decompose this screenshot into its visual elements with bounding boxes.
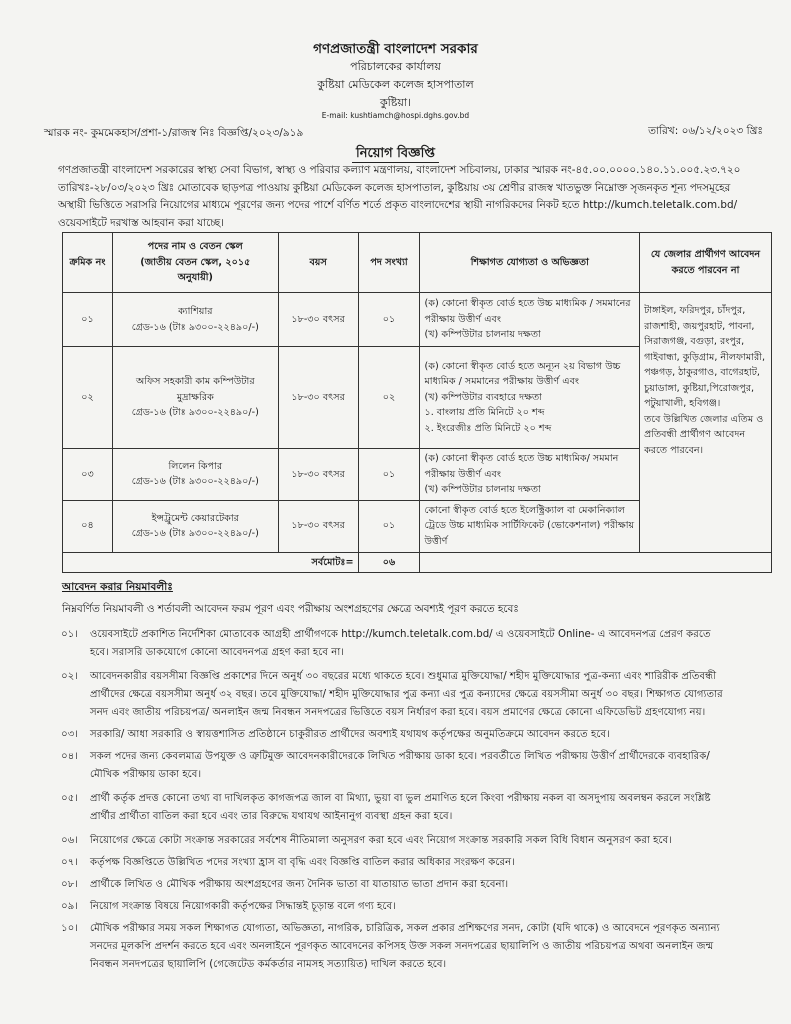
notice-title: নিয়োগ বিজ্ঞপ্তি (352, 146, 439, 163)
rule-number: ০৯। (61, 901, 78, 912)
rule-number: ১০। (61, 923, 78, 934)
row-count: ০১ (358, 293, 420, 347)
intro-line: অস্থায়ী ভিত্তিতে সরাসরি নিয়োগের মাধ্যমে পূরণের জন্য পদের পার্শে বর্ণিত শর্তে প্রকৃত বাংলাদেশের স্থায়ী নাগরিকদের নিকট হতে http://kumch.teletalk.com.bd/ (58, 199, 738, 212)
row-age: ১৮-৩০ বৎসর (278, 449, 358, 501)
office-name: পরিচালকের কার্যালয় (350, 60, 441, 73)
col-districts-header: যে জেলার প্রার্থীগণ আবেদন করতে পারবেন না (640, 233, 772, 293)
rule-text: নিয়োগের ক্ষেত্রে কোটা সংক্রান্ত সরকারের সর্বশেষ নীতিমালা অনুসরণ করা হবে এবং নিয়োগ সংক্রান্ত সরকারি সকল বিধি বিধান অনুসরণ করা হবে। (90, 835, 672, 846)
rule-text: আবেদনকারীর বয়সসীমা বিজ্ঞপ্তি প্রকাশের দিনে অনুর্ধ ৩০ বছরের মধ্যে থাকতে হবে। শুধুমাত্র মুক্তিযোদ্ধা/ শহীদ মুক্তিযোদ্ধার পুত্র-কন্যা এবং শারিরীক প্রতিবন্ধী প্রার্থীদের ক্ষেত্রে বয়সসীমা অনুর্ধ ৩২ বছর। তবে মুক্তিযোদ্ধা/ শহীদ মুক্তিযোদ্ধার পুত্র কন্যা এর পুত্র কন্যাদের ক্ষেত্রে বয়সসীমা অনুর্ধ ৩০ বছর। শিক্ষাগত যোগ্যতার সনদ এবং জাতীয় পরিচয়পত্র/ অনলাইন জন্ম নিবন্ধন সনদপত্রের ভিত্তিতে বয়স নির্ধারণ করা হবে। বয়স প্রমাণের ক্ষেত্রে কোনো এফিডেভিট গ্রহণযোগ্য নয়। (90, 671, 723, 718)
rule-number: ০২। (61, 671, 78, 682)
row-age: ১৮-৩০ বৎসর (278, 347, 358, 449)
rule-item (40, 832, 770, 850)
email-line: E-mail: kushtiamch@hospi.dghs.gov.bd (321, 111, 470, 120)
row-count: ০২ (358, 347, 420, 449)
col-post-header: পদের নাম ও বেতন স্কেল (জাতীয় বেতন স্কেল, ২০১৫ অনুযায়ী) (112, 233, 278, 293)
col-serial-header: ক্রমিক নং (63, 233, 113, 293)
rule-number: ০৬। (61, 835, 78, 846)
vacancy-table (62, 232, 772, 573)
rules-heading: আবেদন করার নিয়মাবলীঃ (62, 581, 173, 593)
row-serial: ০৩ (63, 449, 113, 501)
rule-number: ০৪। (61, 751, 78, 762)
row-post: ক্যাশিয়ার গ্রেড-১৬ (টাঃ ৯৩০০-২২৪৯০/-) (112, 293, 278, 347)
table-row (63, 293, 772, 347)
rule-item (40, 626, 770, 662)
table-total-row (63, 552, 772, 573)
rule-text: প্রার্থী কর্তৃক প্রদত্ত কোনো তথ্য বা দাখিলকৃত কাগজপত্র জাল বা মিথ্যা, ভুয়া বা ভুল প্রমাণিত হলে কিংবা পরীক্ষায় নকল বা অসদুপায় অবলম্বন করলে সংশ্লিষ্ট প্রার্থীর প্রার্থীতা বাতিল করা হবে এবং তার বিরুদ্ধে যথাযথ আইনানুগ ব্যবস্থা গ্রহন করা হবে। (90, 793, 711, 822)
rule-text: সকল পদের জন্য কেবলমাত্র উপযুক্ত ও ত্রুটিমুক্ত আবেদনকারীদেরকে লিখিত পরীক্ষায় ডাকা হবে। পরবর্তীতে লিখিত পরীক্ষায় উত্তীর্ণ প্রার্থীদেরকে ব্যবহারিক/ মৌখিক পরীক্ষায় ডাকা হবে। (90, 751, 710, 780)
rule-item (40, 898, 770, 916)
rule-item (40, 790, 770, 826)
rule-number: ০১। (61, 629, 78, 640)
col-count-header: পদ সংখ্যা (358, 233, 420, 293)
col-age-header: বয়স (278, 233, 358, 293)
table-header-row (63, 233, 772, 293)
rule-item (40, 854, 770, 872)
excluded-districts: টাঙ্গাইল, ফরিদপুর, চাঁদপুর, রাজশাহী, জয়পুরহাট, পাবনা, সিরাজগঞ্জ, বগুড়া, রংপুর, গাইবান্ধা, কুড়িগ্রাম, নীলফামারী, পঞ্চগড়, ঠাকুরগাও, বাগেরহাট, চুয়াডাঙ্গা, কুষ্টিয়া,পিরোজপুর, পটুয়াখালী, হবিগঞ্জ। তবে উল্লিখিত জেলার এতিম ও প্রতিবন্ধী প্রার্থীগণ আবেদন করতে পারবেন। (640, 293, 772, 553)
rule-item (40, 668, 770, 722)
row-post: ইন্সট্রুমেন্ট কেয়ারটেকার গ্রেড-১৬ (টাঃ ৯৩০০-২২৪৯০/-) (112, 500, 278, 552)
rule-text: কর্তৃপক্ষ বিজ্ঞপ্তিতে উল্লিখিত পদের সংখ্যা হ্রাস বা বৃদ্ধি এবং বিজ্ঞপ্তি বাতিল করার অধিকার সংরক্ষণ করেন। (90, 857, 515, 868)
row-count: ০১ (358, 500, 420, 552)
row-post: লিলেন কিপার গ্রেড-১৬ (টাঃ ৯৩০০-২২৪৯০/-) (112, 449, 278, 501)
row-serial: ০৪ (63, 500, 113, 552)
row-serial: ০২ (63, 347, 113, 449)
col-qualification-header: শিক্ষাগত যোগ্যতা ও অভিজ্ঞতা (420, 233, 640, 293)
institution-name: কুষ্টিয়া মেডিকেল কলেজ হাসপাতাল (317, 78, 474, 91)
row-age: ১৮-৩০ বৎসর (278, 293, 358, 347)
rule-number: ০৩। (61, 729, 78, 740)
govt-title: গণপ্রজাতন্ত্রী বাংলাদেশ সরকার (313, 41, 478, 57)
rule-number: ০৮। (61, 879, 78, 890)
row-qualification: কোনো স্বীকৃত বোর্ড হতে ইলেক্ট্রিক্যাল বা মেকানিক্যাল ট্রেডে উচ্চ মাধ্যমিক সার্টিফিকেট (ভোকেশনাল) পরীক্ষায় উত্তীর্ণ (420, 500, 640, 552)
rule-item (40, 920, 770, 974)
rule-item (40, 876, 770, 894)
row-serial: ০১ (63, 293, 113, 347)
total-row-blank (420, 552, 772, 573)
intro-line: তারিখঃ-২৮/০৩/২০২৩ খ্রিঃ মোতাবেক ছাড়পত্র পাওয়ায় কুষ্টিয়া মেডিকেল কলেজ হাসপাতাল, কুষ্টিয়ায় ৩য় শ্রেণীর রাজস্ব খাতভুক্ত নিম্নোক্ত সৃজনকৃত শূন্য পদসমূহের (58, 181, 731, 194)
memo-reference: স্মারক নং- কুমমেকহাস/প্রশা-১/রাজস্ব নিঃ বিজ্ঞপ্তি/২০২৩/৯১৯ (44, 127, 304, 139)
total-value: ০৬ (358, 552, 420, 573)
rule-text: প্রার্থীকে লিখিত ও মৌখিক পরীক্ষায় অংশগ্রহণের জন্য দৈনিক ভাতা বা যাতায়াত ভাতা প্রদান করা হবেনা। (90, 879, 509, 890)
rule-text: সরকারি/ আধা সরকারি ও স্বায়ত্তশাসিত প্রতিষ্ঠানে চাকুরীরত প্রার্থীদের অবশ্যই যথাযথ কর্তৃপক্ষের অনুমতিক্রমে আবেদন করতে হবে। (90, 729, 610, 740)
intro-paragraph (58, 162, 768, 232)
rule-text: মৌখিক পরীক্ষার সময় সকল শিক্ষাগত যোগ্যতা, অভিজ্ঞতা, নাগরিক, চারিত্রিক, সকল প্রকার প্রশিক্ষণের সনদ, কোটা (যদি থাকে) ও আবেদনে পূরণকৃত অন্যান্য সনদের মূলকপি প্রদর্শন করতে হবে এবং অনলাইনে পূরণকৃত আবেদনের কপিসহ উক্ত সকল সনদপত্রের ছায়ালিপি ও জাতীয় পরিচয়পত্র অথবা অনলাইন জন্ম নিবন্ধন সনদপত্রের ছায়ালিপি (গেজেটেড কর্মকর্তার নামসহ সত্যায়িত) দাখিল করতে হবে। (90, 923, 720, 970)
row-age: ১৮-৩০ বৎসর (278, 500, 358, 552)
rules-subheading: নিম্নবর্ণিত নিয়মাবলী ও শর্তাবলী আবেদন ফরম পূরণ এবং পরীক্ষায় অংশগ্রহণের ক্ষেত্রে অবশ্যই পূরণ করতে হবেঃ (62, 603, 519, 615)
intro-line: গণপ্রজাতন্ত্রী বাংলাদেশ সরকারের স্বাস্থ্য সেবা বিভাগ, স্বাস্থ্য ও পরিবার কল্যাণ মন্ত্রণালয়, বাংলাদেশ সচিবালয়, ঢাকার স্মারক নং-৪৫.০০.০০০০.১৪০.১১.০০৫.২৩.৭২০ (58, 164, 741, 176)
rule-item (40, 748, 770, 784)
district-name: কুষ্টিয়া। (379, 96, 412, 109)
rule-text: নিয়োগ সংক্রান্ত বিষয়ে নিয়োগকারী কর্তৃপক্ষের সিদ্ধান্তই চূড়ান্ত বলে গণ্য হবে। (90, 901, 396, 912)
row-post: অফিস সহকারী কাম কম্পিউটার মুদ্রাক্ষরিক গ্রেড-১৬ (টাঃ ৯৩০০-২২৪৯০/-) (112, 347, 278, 449)
rule-number: ০৫। (61, 793, 78, 804)
rules-list (40, 626, 770, 974)
intro-line: ওয়েবসাইটে দরখাস্ত আহবান করা যাচ্ছে। (58, 216, 224, 229)
rule-item (40, 726, 770, 744)
memo-date: তারিখ: ০৬/১২/২০২৩ খ্রিঃ (648, 125, 763, 137)
rule-number: ০৭। (61, 857, 78, 868)
rule-text: ওয়েবসাইটে প্রকাশিত নির্দেশিকা মোতাবেক আগ্রহী প্রার্থীগণকে http://kumch.teletalk.com.bd/ এ ওয়েবসাইটে Online- এ আবেদনপত্র প্রেরণ করতে হবে। সরাসরি ডাকযোগে কোনো আবেদনপত্র গ্রহণ করা হবে না। (90, 629, 711, 658)
row-qualification: (ক) কোনো স্বীকৃত বোর্ড হতে অন্যূন ২য় বিভাগ উচ্চ মাধ্যমিক / সমমানের পরীক্ষায় উত্তীর্ণ এবং (খ) কম্পিউটার ব্যবহারে দক্ষতা ১. বাংলায় প্রতি মিনিটে ২০ শব্দ ২. ইংরেজীঃ প্রতি মিনিটে ২০ শব্দ (420, 347, 640, 449)
row-qualification: (ক) কোনো স্বীকৃত বোর্ড হতে উচ্চ মাধ্যমিক / সমমানের পরীক্ষায় উত্তীর্ণ এবং (খ) কম্পিউটার চালনায় দক্ষতা (420, 293, 640, 347)
total-label: সর্বমোটঃ= (63, 552, 359, 573)
row-qualification: (ক) কোনো স্বীকৃত বোর্ড হতে উচ্চ মাধ্যমিক/ সমমান পরীক্ষায় উত্তীর্ণ এবং (খ) কম্পিউটার চালনায় দক্ষতা (420, 449, 640, 501)
row-count: ০১ (358, 449, 420, 501)
